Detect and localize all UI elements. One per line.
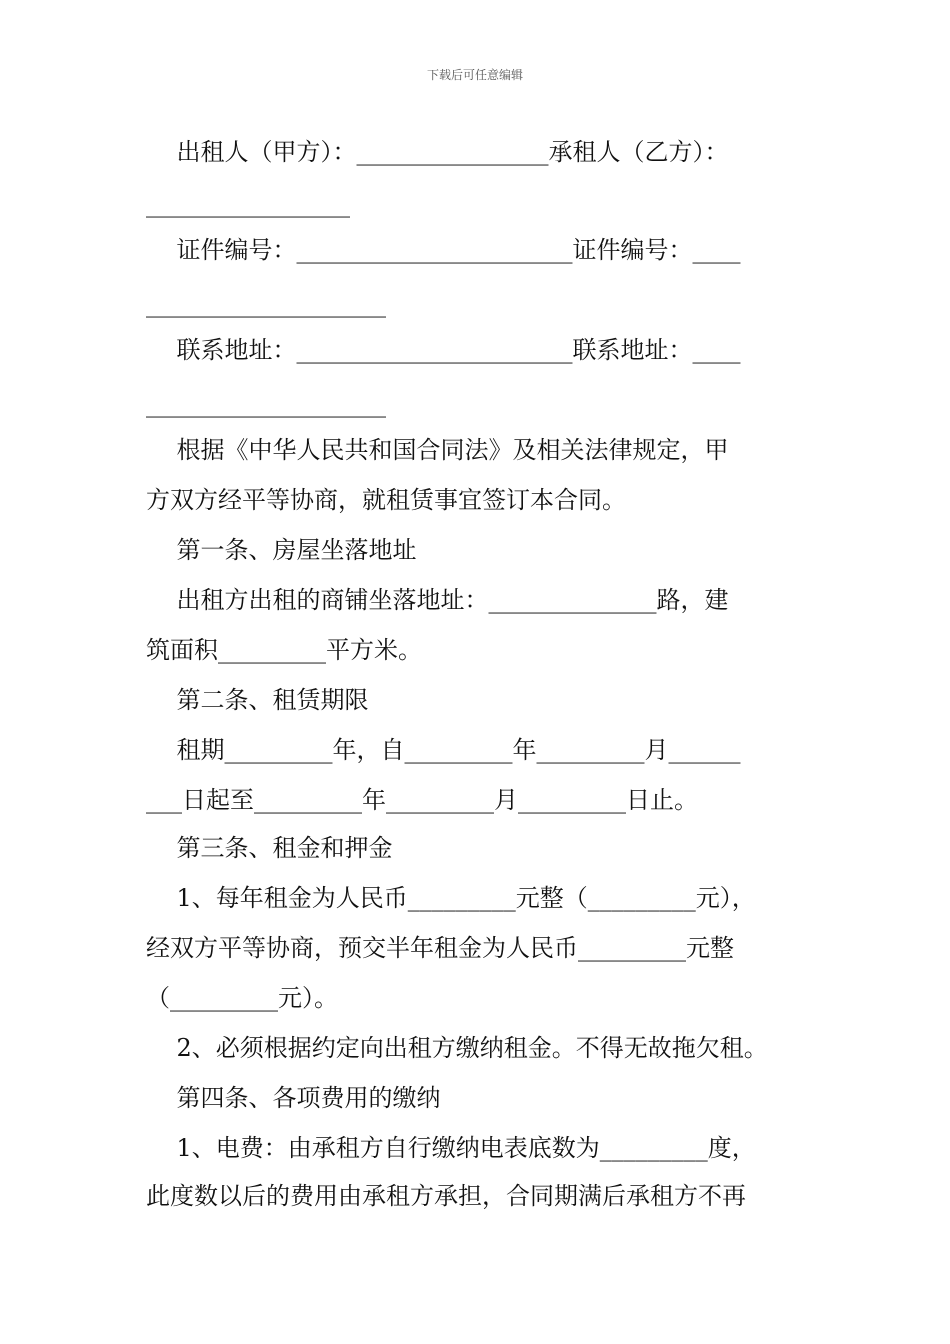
- article-3-line-2: 经双方平等协商，预交半年租金为人民币_________元整: [146, 934, 734, 962]
- id-number-line: 证件编号：_______________________证件编号：____: [146, 236, 741, 264]
- article-2-line-2: ___日起至_________年_________月_________日止。: [146, 786, 698, 814]
- page-header: 下载后可任意编辑: [426, 68, 523, 82]
- article-2-line-1: 租期_________年，自_________年_________月______: [146, 736, 741, 764]
- address-blank-line: ____________________: [146, 390, 386, 418]
- address-line: 联系地址：_______________________联系地址：____: [146, 336, 741, 364]
- party-a-line: 出租人（甲方）：________________承租人（乙方）：: [146, 138, 729, 166]
- preamble-line-1: 根据《中华人民共和国合同法》及相关法律规定，甲: [146, 436, 729, 464]
- id-number-blank-line: ____________________: [146, 290, 386, 318]
- article-1-line-2: 筑面积_________平方米。: [146, 636, 422, 664]
- article-3-line-1: 1、每年租金为人民币_________元整（_________元），: [146, 884, 756, 912]
- article-4-line-1: 1、电费：由承租方自行缴纳电表底数为_________度，: [146, 1134, 756, 1162]
- article-4-heading: 第四条、各项费用的缴纳: [146, 1084, 441, 1112]
- article-1-line-1: 出租方出租的商铺坐落地址：______________路，建: [146, 586, 729, 614]
- article-3-line-3: （_________元）。: [146, 984, 338, 1012]
- preamble-line-2: 方双方经平等协商，就租赁事宜签订本合同。: [146, 486, 626, 514]
- article-3-heading: 第三条、租金和押金: [146, 834, 393, 862]
- article-1-heading: 第一条、房屋坐落地址: [146, 536, 417, 564]
- party-b-blank-line: _________________: [146, 190, 350, 218]
- article-4-line-2: 此度数以后的费用由承租方承担，合同期满后承租方不再: [146, 1182, 746, 1210]
- article-3-line-4: 2、必须根据约定向出租方缴纳租金。不得无故拖欠租。: [146, 1034, 768, 1062]
- article-2-heading: 第二条、租赁期限: [146, 686, 369, 714]
